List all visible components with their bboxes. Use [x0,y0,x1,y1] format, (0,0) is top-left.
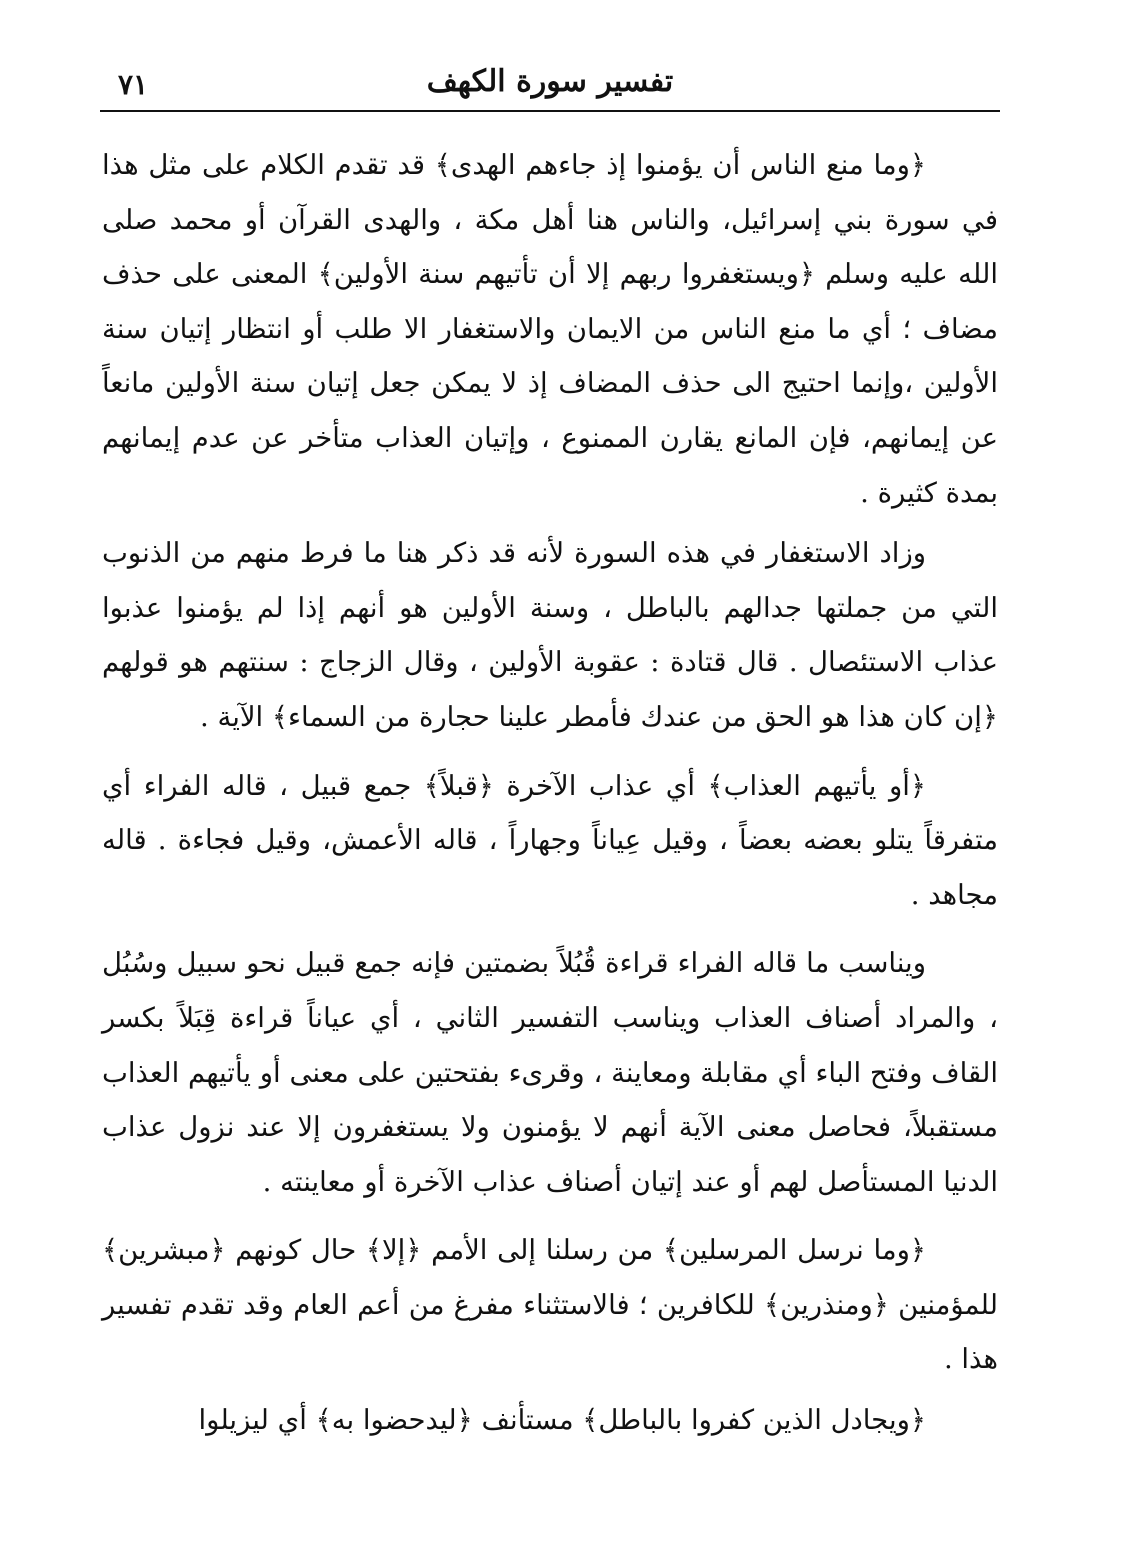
paragraph: ﴿أو يأتيهم العذاب﴾ أي عذاب الآخرة ﴿قبلاً﴾ جمع قبيل ، قاله الفراء أي متفرقاً يتلو بعضه بعضاً ، وقيل عِياناً وجهاراً ، قاله الأعمش، وقيل فجاءة . قاله مجاهد . [102,769,998,911]
page-number: ٧١ [118,68,149,101]
paragraph: وزاد الاستغفار في هذه السورة لأنه قد ذكر هنا ما فرط منهم من الذنوب التي من جملتها جدالهم بالباطل ، وسنة الأولين هو أنهم إذا لم يؤمنوا عذبوا عذاب الاستئصال . قال قتادة : عقوبة الأولين ، وقال الزجاج : سنتهم هو قولهم ﴿إن كان هذا هو الحق من عندك فأمطر علينا حجارة من السماء﴾ الآية . [102,537,998,733]
paragraph: ﴿ويجادل الذين كفروا بالباطل﴾ مستأنف ﴿ليدحضوا به﴾ أي ليزيلوا [198,1404,926,1437]
header-rule [100,110,1000,112]
paragraph: ويناسب ما قاله الفراء قراءة قُبُلاً بضمتين فإنه جمع قبيل نحو سبيل وسُبُل ، والمراد أصناف العذاب ويناسب التفسير الثاني ، أي عياناً قراءة قِبَلاً بكسر القاف وفتح الباء أي مقابلة ومعاينة ، وقرىء بفتحتين على معنى أو يأتيهم العذاب مستقبلاً، فحاصل معنى الآية أنهم لا يؤمنون ولا يستغفرون إلا عند نزول عذاب الدنيا المستأصل لهم أو عند إتيان أصناف عذاب الآخرة أو معاينته . [102,947,998,1198]
paragraph: ﴿وما نرسل المرسلين﴾ من رسلنا إلى الأمم ﴿إلا﴾ حال كونهم ﴿مبشرين﴾ للمؤمنين ﴿ومنذرين﴾ للكافرين ؛ فالاستثناء مفرغ من أعم العام وقد تقدم تفسير هذا . [102,1234,998,1376]
body-text [102,138,998,1448]
page-header [100,52,1000,102]
paragraph: ﴿وما منع الناس أن يؤمنوا إذ جاءهم الهدى﴾ قد تقدم الكلام على مثل هذا في سورة بني إسرائيل، والناس هنا أهل مكة ، والهدى القرآن أو محمد صلى الله عليه وسلم ﴿ويستغفروا ربهم إلا أن تأتيهم سنة الأولين﴾ المعنى على حذف مضاف ؛ أي ما منع الناس من الايمان والاستغفار الا طلب أو انتظار إتيان سنة الأولين ،وإنما احتيج الى حذف المضاف إذ لا يمكن جعل إتيان سنة الأولين مانعاً عن إيمانهم، فإن المانع يقارن الممنوع ، وإتيان العذاب متأخر عن عدم إيمانهم بمدة كثيرة . [102,149,998,509]
running-title: تفسير سورة الكهف [426,64,674,99]
